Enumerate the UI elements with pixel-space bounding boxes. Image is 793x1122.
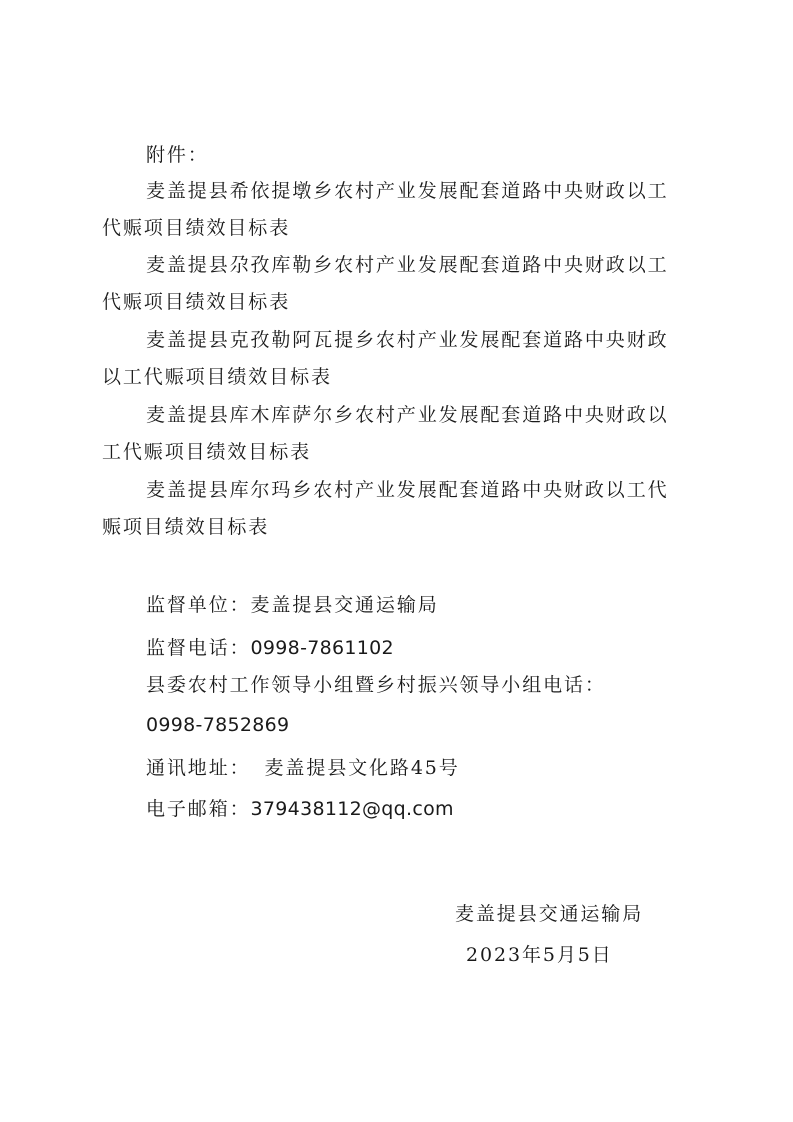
attachment-title-line2: 代赈项目绩效目标表 [102, 217, 291, 239]
address-value: 麦盖提县文化路45号 [264, 757, 460, 779]
email-row [146, 798, 454, 820]
phone-label: 监督电话： [146, 637, 251, 659]
attachment-title-line1: 麦盖提县克孜勒阿瓦提乡农村产业发展配套道路中央财政 [146, 329, 669, 351]
email-label: 电子邮箱： [146, 798, 251, 820]
signature-org: 麦盖提县交通运输局 [455, 903, 644, 925]
email-value: 379438112@qq.com [250, 798, 454, 820]
supervisor-label: 监督单位： [146, 594, 251, 616]
phone-value: 0998-7861102 [250, 637, 394, 659]
attachment-title-line2: 赈项目绩效目标表 [102, 516, 270, 538]
attachment-title-line1: 麦盖提县库尔玛乡农村产业发展配套道路中央财政以工代 [146, 479, 669, 501]
attachment-title-line1: 麦盖提县库木库萨尔乡农村产业发展配套道路中央财政以 [146, 404, 669, 426]
attachment-title-line2: 代赈项目绩效目标表 [102, 291, 291, 313]
group-phone-value: 0998-7852869 [146, 714, 290, 736]
attachment-title-line1: 麦盖提县希依提墩乡农村产业发展配套道路中央财政以工 [146, 180, 669, 202]
supervisor-value: 麦盖提县交通运输局 [250, 594, 439, 616]
phone-row [146, 637, 394, 659]
attachment-title-line1: 麦盖提县尕孜库勒乡农村产业发展配套道路中央财政以工 [146, 254, 669, 276]
address-label: 通讯地址： [146, 757, 251, 779]
attachment-title-line2: 以工代赈项目绩效目标表 [102, 366, 332, 388]
address-row [146, 757, 460, 779]
attachment-label: 附件： [146, 144, 209, 166]
supervisor-row [146, 594, 439, 616]
attachment-title-line2: 工代赈项目绩效目标表 [102, 441, 312, 463]
group-phone-label: 县委农村工作领导小组暨乡村振兴领导小组电话： [146, 674, 606, 696]
signature-date: 2023年5月5日 [466, 944, 613, 966]
